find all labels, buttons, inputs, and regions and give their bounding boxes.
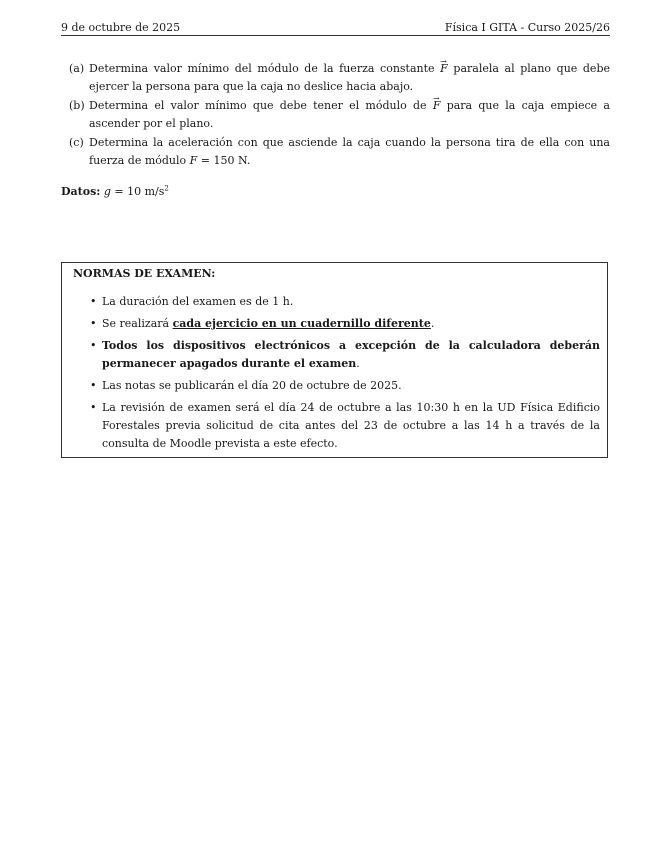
question-text-pre: Determina la aceleración con que asciende la caja cuando la persona tira de ella con una fuerza de módulo [89, 136, 610, 167]
rule-item [90, 337, 600, 373]
question-text-pre: Determina valor mínimo del módulo de la fuerza constante [89, 62, 441, 75]
rule-text-pre: Se realizará [102, 317, 173, 330]
rule-item [90, 315, 600, 333]
question-item [61, 134, 610, 170]
rule-text: La revisión de examen será el día 24 de octubre a las 10:30 h en la UD Física Edificio Forestales previa solicitud de cita antes del 23 de octubre a las 14 h a través de la consulta de Moodle prevista a este efecto. [102, 401, 600, 450]
gravity-value: = 10 m/s [110, 185, 165, 198]
question-label: (c) [69, 136, 84, 149]
rule-emphasis: cada ejercicio en un cuadernillo diferente [172, 317, 431, 330]
rule-item [90, 399, 600, 453]
question-label: (a) [69, 62, 85, 75]
rule-item [90, 377, 600, 395]
bullet-icon: • [90, 317, 97, 330]
rule-bold-text: Todos los dispositivos electrónicos a excepción de la calculadora deberán permanecer apagados durante el examen [102, 339, 600, 370]
gravity-symbol: g [103, 185, 111, 198]
bullet-icon: • [90, 379, 97, 392]
bullet-icon: • [90, 339, 97, 352]
question-label: (b) [69, 99, 85, 112]
question-text-post: para que la caja empiece a ascender por el plano. [89, 99, 610, 130]
question-text-pre: Determina el valor mínimo que debe tener el módulo de [89, 99, 433, 112]
bullet-icon: • [90, 401, 97, 414]
rule-text: Las notas se publicarán el día 20 de octubre de 2025. [102, 379, 402, 392]
question-item [61, 97, 610, 133]
exam-rules-title: NORMAS DE EXAMEN: [73, 267, 216, 280]
question-text-post: = 150 N. [197, 154, 251, 167]
rule-text-post: . [356, 357, 360, 370]
exam-rules-box [61, 262, 608, 458]
question-item [61, 60, 610, 96]
question-text-post: paralela al plano que debe ejercer la persona para que la caja no deslice hacia abajo. [89, 62, 610, 93]
given-data-label: Datos: [61, 185, 101, 198]
given-data [61, 183, 169, 201]
question-list [61, 60, 610, 171]
rule-text: La duración del examen es de 1 h. [102, 295, 294, 308]
page-header [61, 20, 610, 36]
bullet-icon: • [90, 295, 97, 308]
rule-text-post: . [430, 317, 435, 330]
header-date: 9 de octubre de 2025 [61, 21, 181, 34]
rule-item [90, 293, 600, 311]
header-course: Física I GITA - Curso 2025/26 [444, 21, 610, 34]
force-symbol: F [189, 154, 198, 167]
force-vector-symbol: → F [440, 60, 448, 78]
gravity-unit-exponent: 2 [164, 184, 169, 193]
exam-rules-list [90, 293, 600, 457]
force-vector-symbol: → F [433, 97, 441, 115]
